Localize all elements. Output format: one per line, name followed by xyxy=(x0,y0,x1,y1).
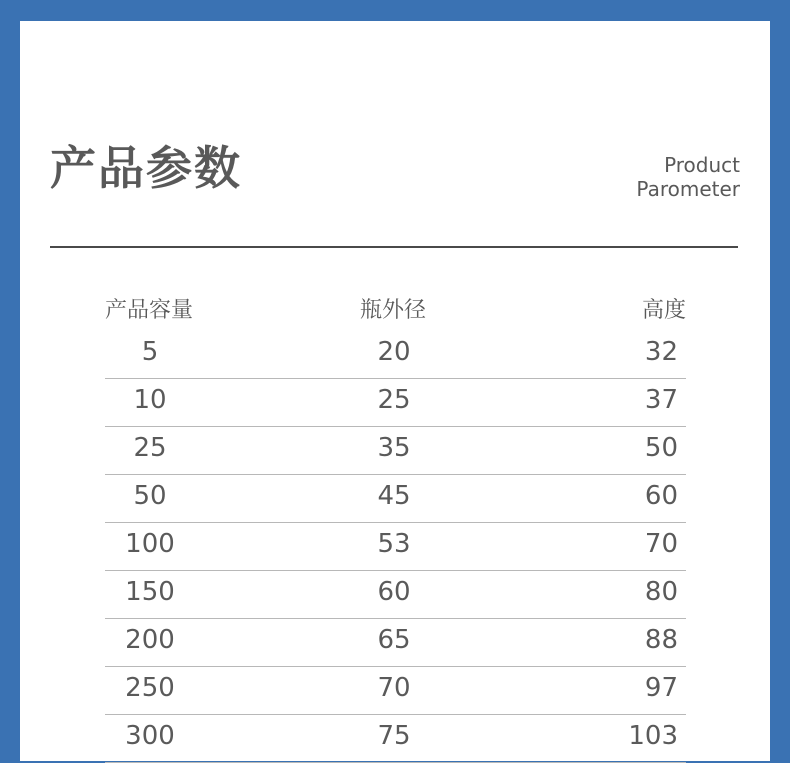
height-cell: 32 xyxy=(644,337,678,367)
table-row xyxy=(105,379,686,427)
capacity-cell: 100 xyxy=(125,529,175,559)
table-row xyxy=(105,619,686,667)
table-row xyxy=(105,331,686,379)
capacity-cell: 200 xyxy=(125,625,175,655)
diameter-cell: 53 xyxy=(377,529,411,559)
capacity-cell: 25 xyxy=(133,433,167,463)
capacity-cell: 5 xyxy=(141,337,159,367)
subtitle-line-1: Product xyxy=(664,153,740,177)
diameter-cell: 70 xyxy=(377,673,411,703)
column-header-height: 高度 xyxy=(641,298,686,323)
parameter-card xyxy=(20,21,770,761)
column-header-outer-diameter: 瓶外径 xyxy=(360,298,427,323)
page-title: 产品参数 xyxy=(50,141,242,195)
height-cell: 50 xyxy=(644,433,678,463)
height-cell: 80 xyxy=(644,577,678,607)
capacity-cell: 250 xyxy=(125,673,175,703)
parameter-table xyxy=(105,283,686,763)
height-cell: 88 xyxy=(644,625,678,655)
diameter-cell: 65 xyxy=(377,625,411,655)
title-divider xyxy=(50,246,738,248)
capacity-cell: 10 xyxy=(133,385,167,415)
diameter-cell: 75 xyxy=(377,721,411,751)
diameter-cell: 25 xyxy=(377,385,411,415)
subtitle-line-2: Parometer xyxy=(636,177,740,201)
height-cell: 103 xyxy=(628,721,678,751)
capacity-cell: 50 xyxy=(133,481,167,511)
capacity-cell: 150 xyxy=(125,577,175,607)
capacity-cell: 300 xyxy=(125,721,175,751)
english-subtitle xyxy=(636,153,740,201)
table-row xyxy=(105,523,686,571)
table-row xyxy=(105,427,686,475)
diameter-cell: 45 xyxy=(377,481,411,511)
table-row xyxy=(105,475,686,523)
table-row xyxy=(105,715,686,763)
diameter-cell: 20 xyxy=(377,337,411,367)
table-row xyxy=(105,667,686,715)
height-cell: 97 xyxy=(644,673,678,703)
height-cell: 37 xyxy=(644,385,678,415)
height-cell: 70 xyxy=(644,529,678,559)
height-cell: 60 xyxy=(644,481,678,511)
diameter-cell: 35 xyxy=(377,433,411,463)
table-header xyxy=(105,283,686,331)
diameter-cell: 60 xyxy=(377,577,411,607)
column-header-capacity: 产品容量 xyxy=(105,298,194,323)
table-row xyxy=(105,571,686,619)
